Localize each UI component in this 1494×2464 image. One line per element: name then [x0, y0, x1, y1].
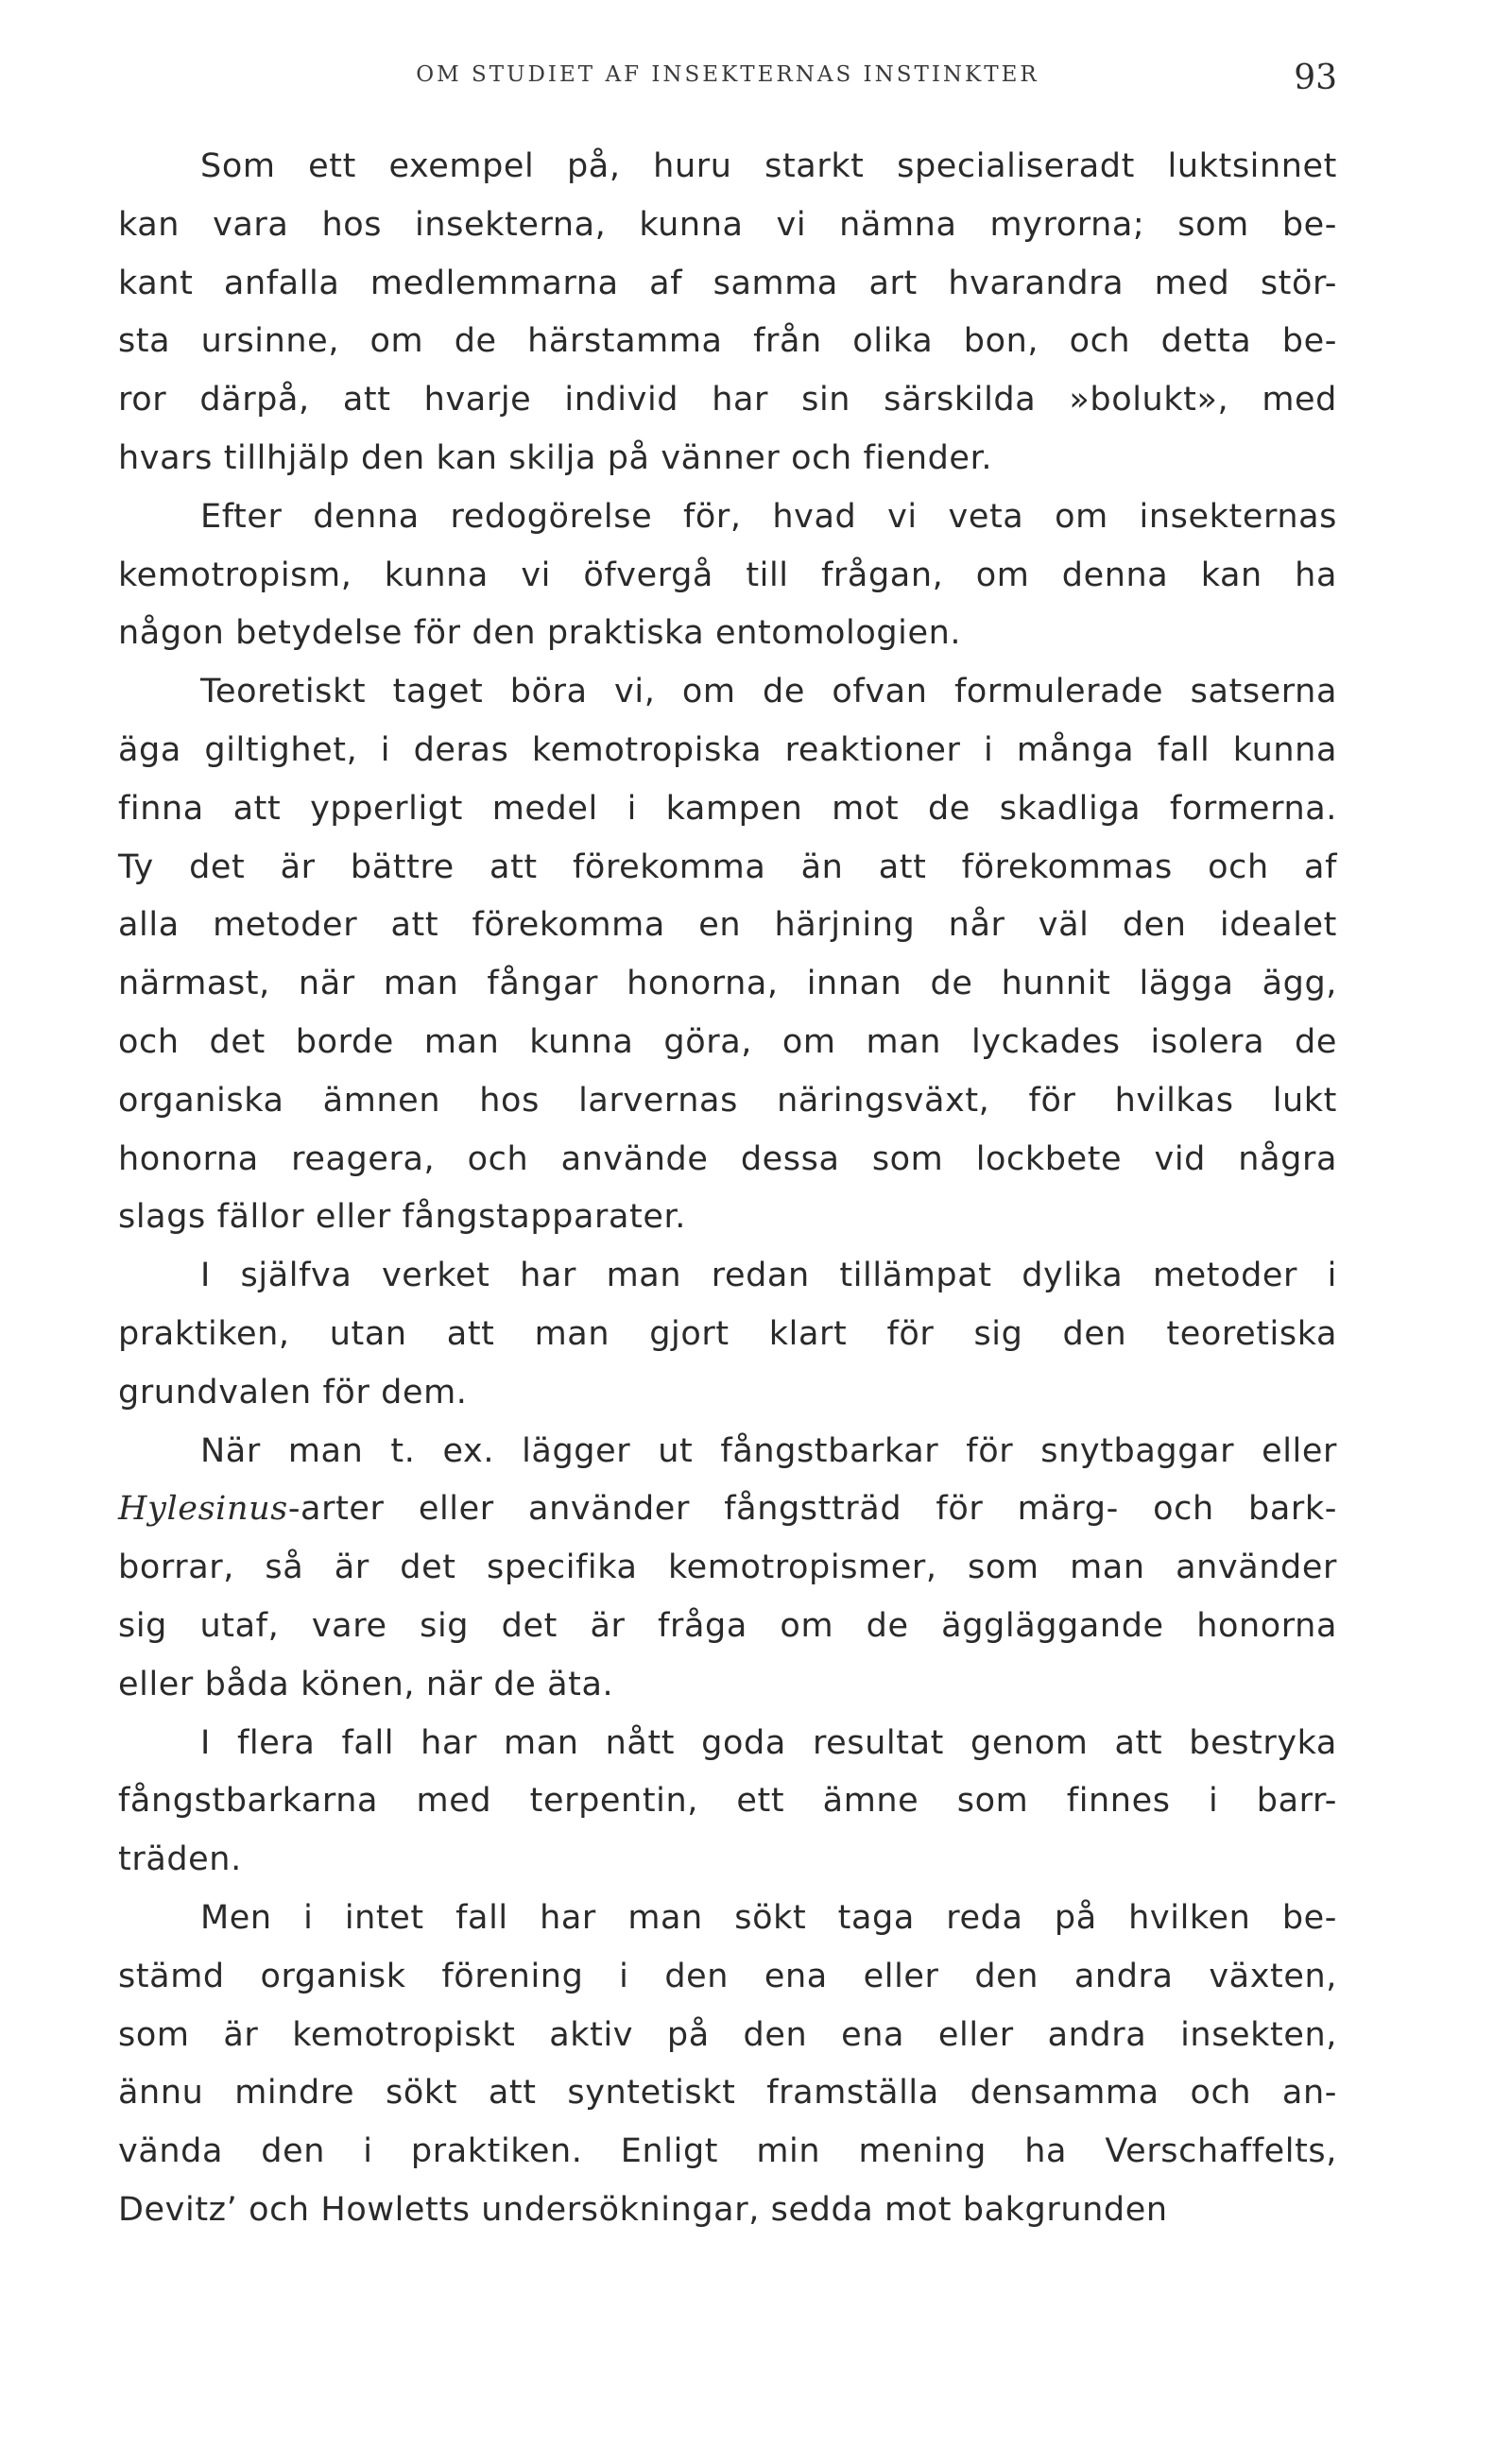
paragraph [118, 1423, 1337, 1715]
text-line: slags fällor eller fångstapparater. [118, 1198, 687, 1237]
text-line: Teoretiskt taget böra vi, om de ofvan formulerade satserna [200, 673, 1337, 711]
text-line: och det borde man kunna göra, om man lyckades isolera de [118, 1022, 1337, 1061]
text-line: sta ursinne, om de härstamma från olika bon, och detta be- [118, 322, 1337, 361]
text-line: träden. [118, 1840, 242, 1879]
page-header [118, 59, 1337, 106]
text-line: stämd organisk förening i den ena eller den andra växten, [118, 1957, 1337, 1995]
text-line: någon betydelse för den praktiska entomologien. [118, 614, 962, 653]
text-line: fångstbarkarna med terpentin, ett ämne som finnes i barr- [118, 1782, 1337, 1821]
text-line: kemotropism, kunna vi öfvergå till frågan, om denna kan ha [118, 556, 1337, 594]
italic-line-rest: -arter eller använder fångstträd för märg- och bark- [287, 1490, 1337, 1529]
text-line: ännu mindre sökt att syntetiskt framställa densamma och an- [118, 2074, 1337, 2113]
text-line: kan vara hos insekterna, kunna vi nämna myrorna; som be- [118, 205, 1337, 244]
text-line: I flera fall har man nått goda resultat genom att bestryka [200, 1723, 1337, 1762]
text-line: alla metoder att förekomma en härjning når väl den idealet [118, 906, 1337, 945]
paragraph [118, 663, 1337, 1247]
text-line: När man t. ex. lägger ut fångstbarkar för snytbaggar eller [200, 1431, 1337, 1470]
page-number: 93 [1294, 59, 1337, 97]
text-line: eller båda könen, när de äta. [118, 1665, 614, 1703]
text-line: I själfva verket har man redan tillämpat dylika metoder i [200, 1257, 1337, 1295]
text-line: Ty det är bättre att förekomma än att förekommas och af [118, 847, 1337, 886]
text-line: honorna reagera, och använde dessa som lockbete vid några [118, 1139, 1337, 1178]
paragraph [118, 1890, 1337, 2240]
text-line: praktiken, utan att man gjort klart för sig den teoretiska [118, 1314, 1337, 1353]
paragraph [118, 1715, 1337, 1890]
running-title: OM STUDIET AF INSEKTERNAS INSTINKTER [416, 62, 1039, 87]
text-line: grundvalen för dem. [118, 1373, 468, 1412]
text-line: Men i intet fall har man sökt taga reda på hvilken be- [200, 1898, 1337, 1937]
paragraph [118, 1247, 1337, 1422]
text-line: finna att ypperligt medel i kampen mot de skadliga formerna. [118, 789, 1337, 828]
text-line: hvars tillhjälp den kan skilja på vänner och fiender. [118, 438, 993, 477]
italic-genus-name: Hylesinus [118, 1490, 288, 1529]
text-line: som är kemotropiskt aktiv på den ena eller andra insekten, [118, 2015, 1337, 2054]
text-line: närmast, när man fångar honorna, innan de hunnit lägga ägg, [118, 965, 1337, 1003]
text-line: äga giltighet, i deras kemotropiska reaktioner i många fall kunna [118, 730, 1337, 769]
paragraph [118, 488, 1337, 663]
text-line: sig utaf, vare sig det är fråga om de äggläggande honorna [118, 1606, 1337, 1645]
text-line-with-italic [118, 1480, 1337, 1539]
text-line: vända den i praktiken. Enligt min mening ha Verschaffelts, [118, 2132, 1337, 2171]
body-text [118, 138, 1337, 2240]
text-line: kant anfalla medlemmarna af samma art hvarandra med stör- [118, 264, 1337, 302]
text-line: Som ett exempel på, huru starkt specialiseradt luktsinnet [200, 147, 1337, 185]
text-line: Efter denna redogörelse för, hvad vi veta om insekternas [200, 497, 1337, 536]
text-line: ror därpå, att hvarje individ har sin särskilda »bolukt», med [118, 381, 1337, 419]
text-line: organiska ämnen hos larvernas näringsväxt, för hvilkas lukt [118, 1081, 1337, 1120]
text-line: Devitz’ och Howletts undersökningar, sedda mot bakgrunden [118, 2190, 1168, 2229]
text-line: borrar, så är det specifika kemotropismer, som man använder [118, 1549, 1337, 1587]
paragraph [118, 138, 1337, 488]
